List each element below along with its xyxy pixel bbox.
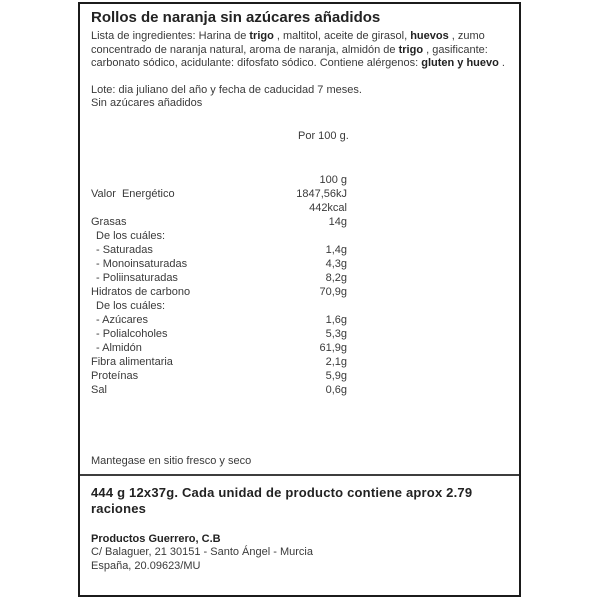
nutrient-label: Valor Energético [91,188,175,200]
product-label-sheet [78,2,521,597]
nutrient-label: Sal [91,384,107,396]
nutrient-value: 5,3g [325,328,347,340]
nutrient-value: 4,3g [325,258,347,270]
nutrient-value: 1,4g [325,244,347,256]
producer-address: C/ Balaguer, 21 30151 - Santo Ángel - Murcia [91,546,313,558]
nutrition-row-of-which-carbs [91,299,507,313]
nutrient-value [281,229,347,243]
nutrition-row-salt [91,383,507,397]
nutrient-value: 61,9g [319,342,347,354]
ingredients-paragraph [91,30,507,71]
producer-country-registration: España, 20.09623/MU [91,559,201,572]
no-added-sugar-line: Sin azúcares añadidos [91,97,203,109]
storage-instruction: Mantegase en sitio fresco y seco [91,455,252,467]
nutrition-row-fibre [91,355,507,369]
section-divider [80,474,519,476]
nutrient-label [91,173,281,187]
producer-name: Productos Guerrero, C.B [91,532,221,545]
producer-block [91,533,507,574]
nutrition-row-protein [91,369,507,383]
nutrition-row-monounsaturates [91,257,507,271]
ingredient-segment: , maltitol, aceite de girasol, [273,30,411,42]
ingredient-segment-allergen: trigo [398,43,424,56]
nutrition-row-polyunsaturates [91,271,507,285]
nutrient-label: Hidratos de carbono [91,286,191,298]
nutrient-value: 8,2g [325,272,347,284]
nutrient-label: De los cuáles: [96,230,166,242]
nutrient-label: - Poliinsaturadas [96,272,178,284]
nutrition-row-sugars [91,313,507,327]
nutrition-row-polyols [91,327,507,341]
ingredient-segment-allergen: huevos [410,30,449,42]
nutrition-row-starch [91,341,507,355]
nutrition-row-energy-kcal [91,201,507,215]
nutrient-value: 70,9g [319,286,347,298]
ingredient-segment: . [498,57,505,69]
nutrient-value: 2,1g [325,356,347,368]
nutrition-row-saturates [91,243,507,257]
nutrient-value: 1847,56kJ [296,188,347,200]
ingredient-segment: , zumo concentrado de naranja natural, aroma de naranja, almidón de [91,30,485,56]
ingredient-segment-allergen: gluten y huevo [421,57,499,69]
nutrient-label: Fibra alimentaria [91,356,173,368]
nutrient-label [91,201,281,215]
nutrient-value: 0,6g [325,384,347,396]
nutrient-label: De los cuáles: [96,300,166,312]
ingredient-segment-allergen: trigo [249,30,274,42]
nutrient-label: - Monoinsaturadas [96,258,188,270]
nutrient-label: - Saturadas [96,244,153,256]
nutrient-value: 14g [328,216,347,228]
nutrient-value: 5,9g [325,370,347,382]
nutrient-value: 1,6g [325,314,347,326]
per-100g-heading: Por 100 g. [298,129,349,142]
nutrition-row-energy [91,187,507,201]
nutrition-header-row [91,173,507,187]
nutrient-value: 442kcal [309,202,347,214]
nutrition-row-of-which-fat [91,229,507,243]
nutrient-label: - Azúcares [96,314,148,326]
pack-size-statement: 444 g 12x37g. Cada unidad de producto contiene aprox 2.79 raciones [91,484,473,516]
nutrient-label: - Almidón [96,342,142,354]
nutrition-row-fat [91,215,507,229]
ingredient-segment: , gasificante: carbonato sódico, acidulante: difosfato sódico. Contiene alérgenos: [91,43,488,69]
product-title: Rollos de naranja sin azúcares añadidos [91,9,381,26]
ingredient-segment: Lista de ingredientes: Harina de [91,30,250,42]
nutrient-label: - Polialcoholes [96,328,168,340]
nutrient-value [281,299,347,313]
nutrient-label: Proteínas [91,370,139,382]
nutrition-column-header: 100 g [319,174,347,186]
nutrition-row-carbohydrate [91,285,507,299]
nutrient-label: Grasas [91,216,127,228]
lot-and-claims-block [91,84,507,111]
lot-info-line: Lote: dia juliano del año y fecha de caducidad 7 meses. [91,83,362,96]
nutrition-table [91,173,507,397]
